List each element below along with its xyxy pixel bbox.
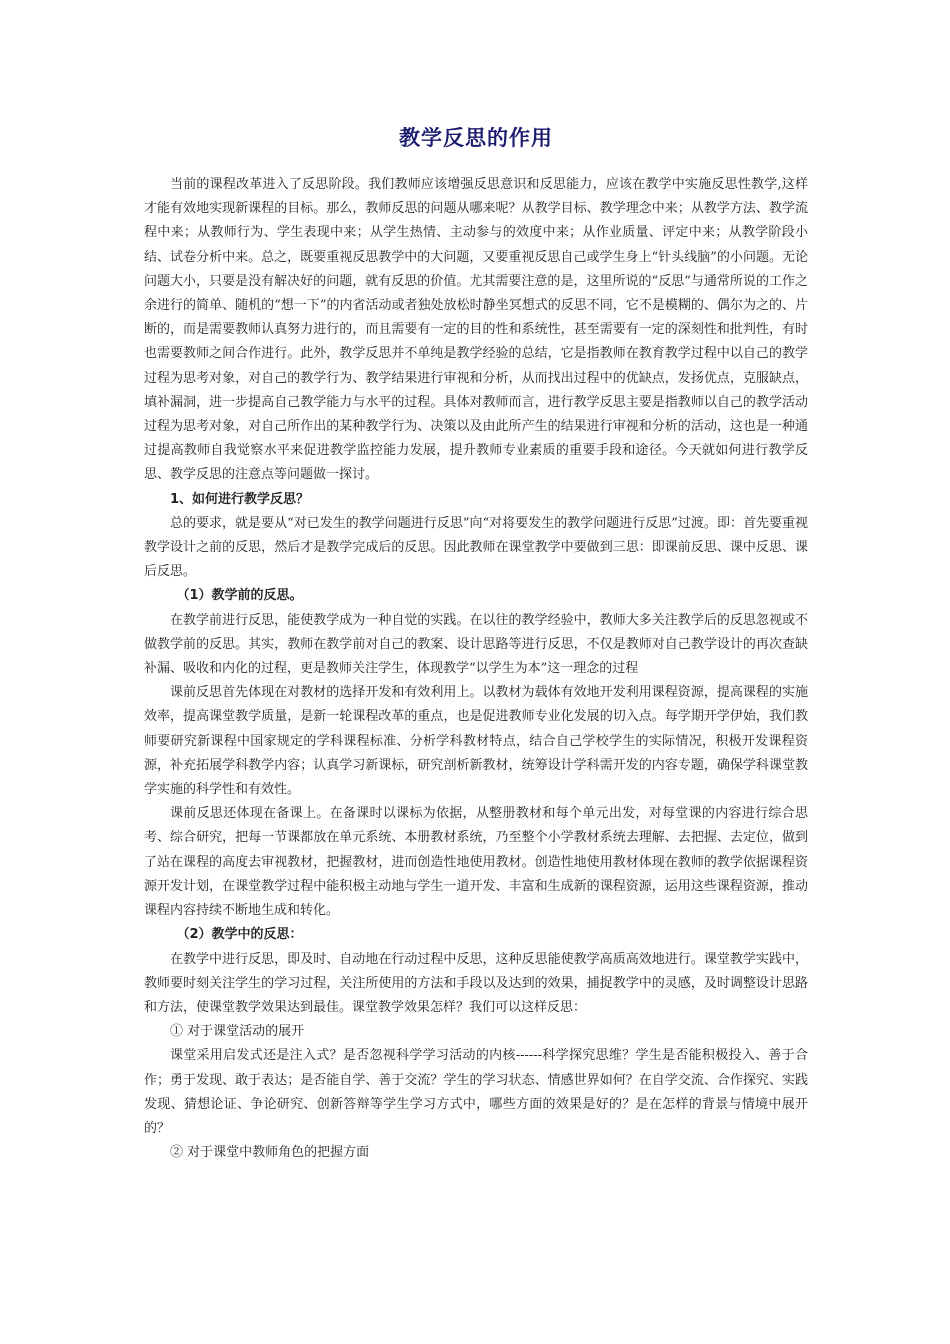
during-teaching-paragraph: 在教学中进行反思，即及时、自动地在行动过程中反思，这种反思能使教学高质高效地进行。课堂教学实践中，教师要时刻关注学生的学习过程，关注所使用的方法和手段以及达到的效果，捕捉教学中的灵感，及时调整设计思路和方法，使课堂教学效果达到最佳。课堂教学效果怎样？我们可以这样反思： [144, 951, 808, 1015]
list-item-classroom-activity: ① 对于课堂活动的展开 [170, 1024, 305, 1040]
document-title: 教学反思的作用 [399, 126, 553, 150]
list-item-teacher-role: ② 对于课堂中教师角色的把握方面 [170, 1145, 370, 1161]
lesson-preparation-paragraph: 课前反思还体现在备课上。在备课时以课标为依据，从整册教材和每个单元出发，对每堂课的内容进行综合思考、综合研究，把每一节课都放在单元系统、本册教材系统，乃至整个小学教材系统去理解、去把握、去定位，做到了站在课程的高度去审视教材，把握教材，进而创造性地使用教材。创造性地使用教材体现在教师的教学依据课程资源开发计划，在课堂教学过程中能积极主动地与学生一道开发、丰富和生成新的课程资源，运用这些课程资源，推动课程内容持续不断地生成和转化。 [144, 806, 808, 919]
intro-paragraph: 当前的课程改革进入了反思阶段。我们教师应该增强反思意识和反思能力，应该在教学中实施反思性教学,这样才能有效地实现新课程的目标。那么，教师反思的问题从哪来呢？从教学目标、教学理念中来；从教学方法、教学流程中来；从教师行为、学生表现中来；从学生热情、主动参与的效度中来；从作业质量、评定中来；从教学阶段小结、试卷分析中来。总之，既要重视反思教学中的大问题，又要重视反思自己或学生身上“针头线脑”的小问题。无论问题大小，只要是没有解决好的问题，就有反思的价值。尤其需要注意的是，这里所说的“反思”与通常所说的工作之余进行的简单、随机的“想一下”的内省活动或者独处放松时静坐冥想式的反思不同，它不是模糊的、偶尔为之的、片断的，而是需要教师认真努力进行的，而且需要有一定的目的性和系统性，甚至需要有一定的深刻性和批判性，有时也需要教师之间合作进行。此外，教学反思并不单纯是教学经验的总结，它是指教师在教育教学过程中以自己的教学过程为思考对象，对自己的教学行为、教学结果进行审视和分析，从而找出过程中的优缺点，发扬优点，克服缺点，填补漏洞，进一步提高自己教学能力与水平的过程。具体对教师而言，进行教学反思主要是指教师以自己的教学活动过程为思考对象，对自己所作出的某种教学行为、决策以及由此所产生的结果进行审视和分析的活动，这也是一种通过提高教师自我觉察水平来促进教学监控能力发展，提升教师专业素质的重要手段和途径。今天就如何进行教学反思、教学反思的注意点等问题做一探讨。 [144, 177, 808, 483]
subheading-before-teaching: （1）教学前的反思。 [176, 588, 303, 604]
before-teaching-paragraph: 在教学前进行反思，能使教学成为一种自觉的实践。在以往的教学经验中，教师大多关注教学后的反思忽视或不做教学前的反思。其实，教师在教学前对自己的教案、设计思路等进行反思，不仅是教师对自己教学设计的再次查缺补漏、吸收和内化的过程，更是教师关注学生，体现教学“以学生为本”这一理念的过程 [144, 612, 808, 677]
document-page [144, 0, 808, 1165]
document-body [144, 173, 808, 1165]
subheading-during-teaching: （2）教学中的反思： [176, 927, 303, 943]
general-requirement-paragraph: 总的要求，就是要从“对已发生的教学问题进行反思”向“对将要发生的教学问题进行反思”过渡。即：首先要重视教学设计之前的反思，然后才是教学完成后的反思。因此教师在课堂教学中要做到三思：即课前反思、课中反思、课后反思。 [144, 515, 808, 580]
textbook-selection-paragraph: 课前反思首先体现在对教材的选择开发和有效利用上。以教材为载体有效地开发利用课程资源，提高课程的实施效率，提高课堂教学质量，是新一轮课程改革的重点，也是促进教师专业化发展的切入点。每学期开学伊始，我们教师要研究新课程中国家规定的学科课程标准、分析学科教材特点，结合自己学校学生的实际情况，积极开发课程资源，补充拓展学科教学内容；认真学习新课标，研究剖析新教材，统筹设计学科需开发的内容专题，确保学科课堂教学实施的科学性和有效性。 [144, 685, 808, 798]
classroom-activity-paragraph: 课堂采用启发式还是注入式？是否忽视科学学习活动的内核------科学探究思维？学生是否能积极投入、善于合作；勇于发现、敢于表达；是否能自学、善于交流？学生的学习状态、情感世界如何？在自学交流、合作探究、实践发现、猜想论证、争论研究、创新答辩等学生学习方式中，哪些方面的效果是好的？是在怎样的背景与情境中展开的？ [144, 1048, 808, 1136]
section-heading-how-to-reflect: 1、如何进行教学反思？ [170, 491, 310, 507]
